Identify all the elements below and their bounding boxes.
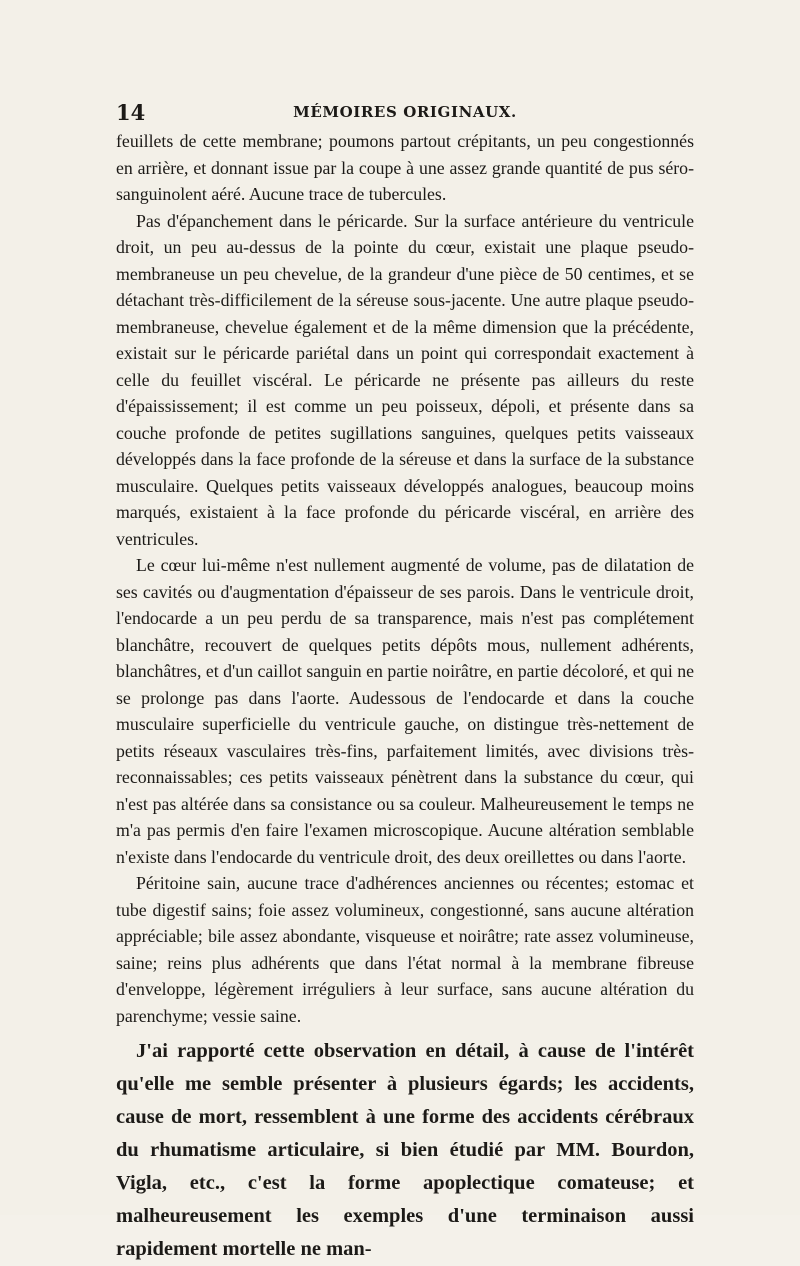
paragraph-lungs: feuillets de cette membrane; poumons partout crépitants, un peu congestionnés en arrière, et donnant issue par la coupe à une assez grande quantité de pus séro-sanguinolent aéré. Aucune trace de tubercules. <box>116 131 694 204</box>
paragraph-pericardium: Pas d'épanchement dans le péricarde. Sur la surface antérieure du ventricule droit, un peu au-dessus de la pointe du cœur, existait une plaque pseudo-membraneuse un peu chevelue, de la grandeur d'une pièce de 50 centimes, et se détachant très-difficilement de la séreuse sous-jacente. Une autre plaque pseudo-membraneuse, chevelue également et de la même dimension que la précédente, existait sur le péricarde pariétal dans un point qui correspondait exactement à celle du feuillet viscéral. Le péricarde ne présente pas ailleurs du reste d'épaississement; il est comme un peu poisseux, dépoli, et présente dans sa couche profonde de petites sugillations sanguines, quelques petits vaisseaux développés dans la face profonde de la séreuse et dans la surface de la substance musculaire. Quelques petits vaisseaux développés analogues, beaucoup moins marqués, existaient à la face profonde du péricarde viscéral, en arrière des ventricules. <box>116 210 694 549</box>
body-text <box>116 128 694 1266</box>
paragraph-peritoneum: Péritoine sain, aucune trace d'adhérences anciennes ou récentes; estomac et tube digestif sains; foie assez volumineux, congestionné, sans aucune altération appréciable; bile assez abondante, visqueuse et noirâtre; rate assez volumineuse, saine; reins plus adhérents que dans l'état normal à la membrane fibreuse d'enveloppe, légèrement irréguliers à leur surface, sans aucune altération du parenchyme; vessie saine. <box>116 873 694 1026</box>
paragraph-observation: J'ai rapporté cette observation en détail, à cause de l'intérêt qu'elle me semble présenter à plusieurs égards; les accidents, cause de mort, ressemblent à une forme des accidents cérébraux du rhumatisme articulaire, si bien étudié par MM. Bourdon, Vigla, etc., c'est la forme apoplectique comateuse; et malheureusement les exemples d'une terminaison aussi rapidement mortelle ne man- <box>116 1040 694 1260</box>
page-number: 14 <box>116 100 146 125</box>
page-header <box>116 100 694 128</box>
paragraph-heart: Le cœur lui-même n'est nullement augmenté de volume, pas de dilatation de ses cavités ou d'augmentation d'épaisseur de ses parois. Dans le ventricule droit, l'endocarde a un peu perdu de sa transparence, mais n'est pas complétement blanchâtre, recouvert de quelques petits dépôts mous, nullement adhérents, blanchâtres, et d'un caillot sanguin en partie noirâtre, en partie décoloré, et qui ne se prolonge pas dans l'aorte. Audessous de l'endocarde et dans la couche musculaire superficielle du ventricule gauche, on distingue très-nettement de petits réseaux vasculaires très-fins, parfaitement limités, avec divisions très-reconnaissables; ces petits vaisseaux pénètrent dans la substance du cœur, qui n'est pas altérée dans sa consistance ou sa couleur. Malheureusement le temps ne m'a pas permis d'en faire l'examen microscopique. Aucune altération semblable n'existe dans l'endocarde du ventricule droit, des deux oreillettes ou dans l'aorte. <box>116 555 694 867</box>
running-title: MÉMOIRES ORIGINAUX. <box>293 103 517 121</box>
